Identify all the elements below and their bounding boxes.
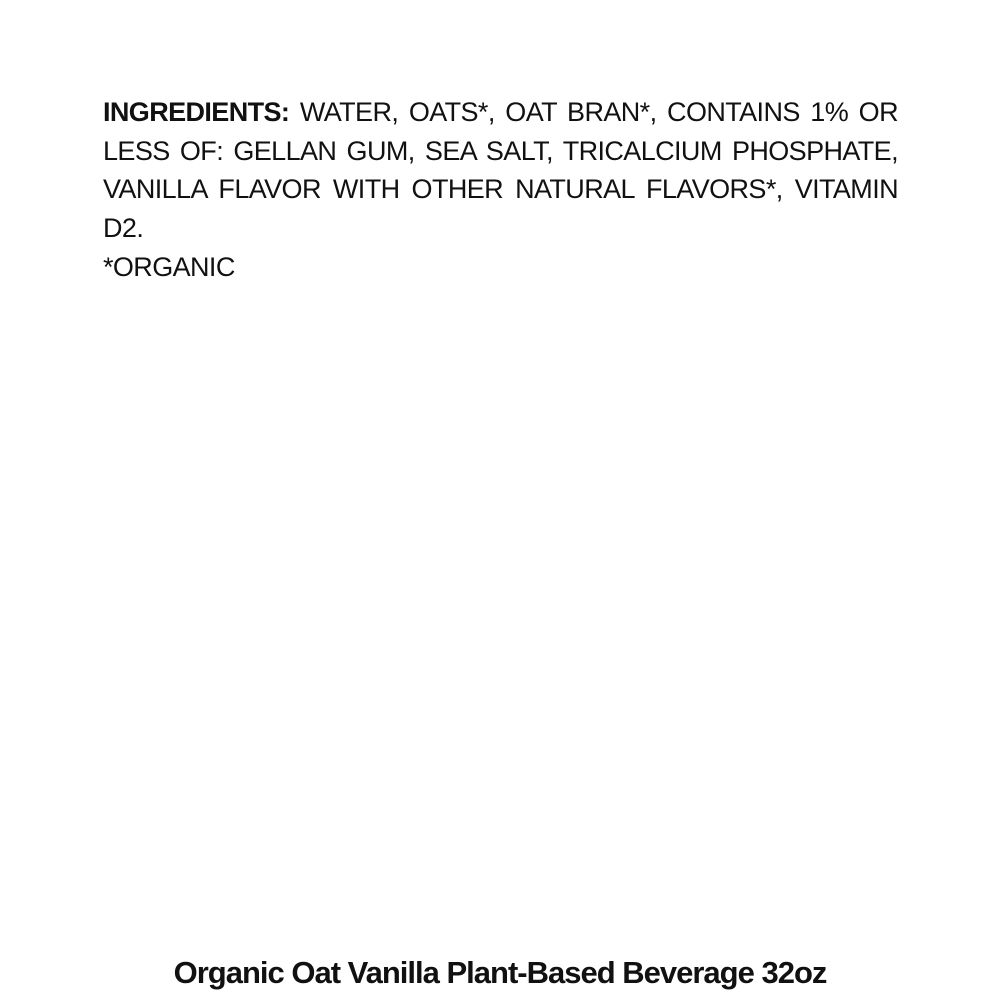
organic-footnote: *ORGANIC xyxy=(103,252,235,282)
product-title: Organic Oat Vanilla Plant-Based Beverage 32oz xyxy=(173,955,827,990)
ingredients-label: INGREDIENTS: xyxy=(103,97,290,127)
ingredients-list: WATER, OATS*, OAT BRAN*, CONTAINS 1% OR LESS OF: GELLAN GUM, SEA SALT, TRICALCIUM PHOSPHATE, VANILLA FLAVOR WITH OTHER NATURAL FLAVORS*, VITAMIN D2. xyxy=(103,97,898,243)
ingredients-statement xyxy=(103,93,898,247)
